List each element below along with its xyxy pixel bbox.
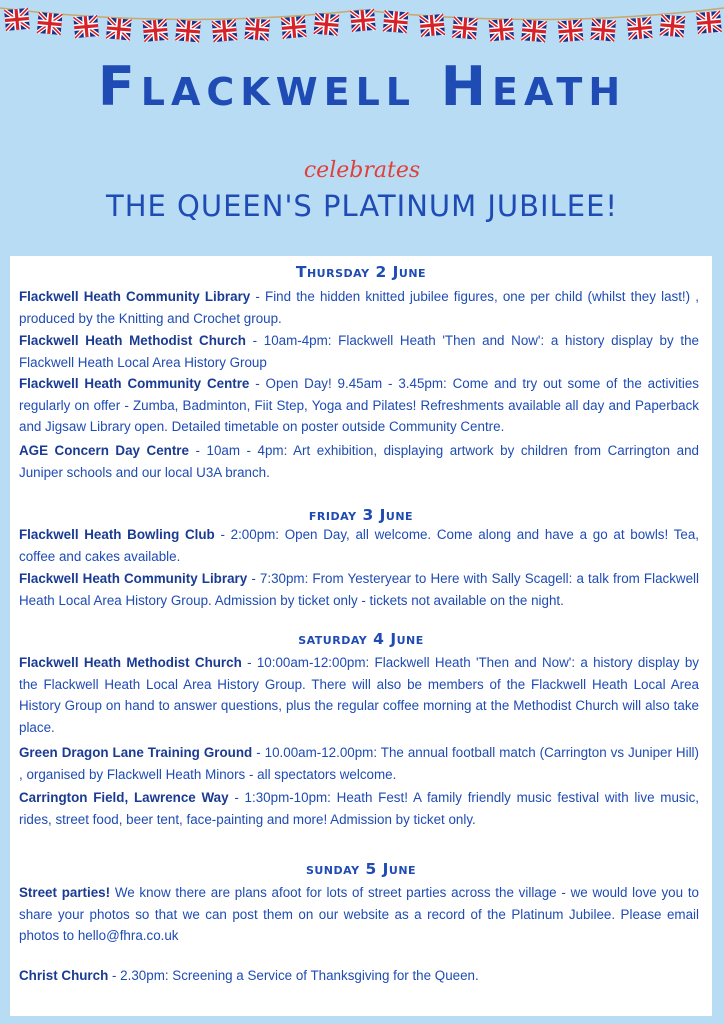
union-jack-flag-icon [4, 8, 30, 31]
event-venue: Street parties! [19, 885, 111, 900]
union-jack-flag-icon [142, 19, 168, 42]
union-jack-flag-icon [314, 13, 340, 36]
union-jack-flag-icon [660, 14, 686, 37]
jubilee-subtitle: THE QUEEN'S PLATINUM JUBILEE! [105, 189, 619, 223]
event-details: - 2:00pm: Open Day, all welcome. Come along and have a go at bowls! Tea, coffee and cakes available. [19, 527, 700, 564]
event-details: - Find the hidden knitted jubilee figures, one per child (whilst they last!) , produced by the Knitting and Crochet group. [19, 289, 699, 326]
union-jack-flag-icon [488, 18, 514, 41]
page-title: Flackwell Heath [97, 55, 627, 118]
event-venue: Flackwell Heath Methodist Church [19, 655, 242, 670]
event-venue: Flackwell Heath Community Library [19, 571, 248, 586]
union-jack-flag-icon [627, 17, 653, 40]
day-heading-thursday: Thursday 2 June [295, 263, 427, 281]
event-item [19, 965, 699, 987]
union-jack-flag-icon [558, 19, 584, 42]
event-venue: Flackwell Heath Community Centre [19, 376, 250, 391]
union-jack-flag-icon [350, 9, 376, 32]
union-jack-flag-icon [590, 19, 616, 42]
union-jack-flag-icon [696, 11, 722, 34]
event-details: - 10.00am-12.00pm: The annual football match (Carrington vs Juniper Hill) , organised by Flackwell Heath Minors - all spectators welcome. [19, 745, 699, 782]
event-item [19, 373, 699, 438]
event-venue: Flackwell Heath Bowling Club [19, 527, 215, 542]
event-details: - 1:30pm-10pm: Heath Fest! A family friendly music festival with live music, rides, street food, beer tent, face-painting and more! Admission by ticket only. [19, 790, 699, 827]
union-jack-flag-icon [383, 10, 409, 33]
event-item [19, 652, 699, 738]
union-jack-flag-icon [73, 15, 99, 38]
event-details: - 10:00am-12:00pm: Flackwell Heath 'Then and Now': a history display by the Flackwell Heath Local Area History Group. There will also be members of the Flackwell Heath Local Area History Group on hand to answer questions, plus the regular coffee morning at the Methodist Church will also take place. [19, 655, 699, 735]
event-item [19, 568, 699, 611]
union-jack-flag-icon [244, 18, 270, 41]
event-item [19, 440, 699, 483]
event-item [19, 524, 699, 567]
event-item [19, 787, 699, 830]
event-item [19, 742, 699, 785]
celebrates-subtitle: celebrates [303, 158, 421, 183]
events-panel [10, 256, 712, 1016]
event-venue: Christ Church [19, 968, 109, 983]
event-details: - 2.30pm: Screening a Service of Thanksgiving for the Queen. [108, 968, 479, 983]
day-heading-friday: friday 3 June [308, 506, 414, 524]
union-jack-flag-icon [106, 18, 132, 41]
event-details: - 7:30pm: From Yesteryear to Here with Sally Scagell: a talk from Flackwell Heath Local Area History Group. Admission by ticket only - tickets not available on the night. [19, 571, 699, 608]
event-venue: AGE Concern Day Centre [19, 443, 189, 458]
event-item [19, 286, 699, 329]
union-jack-flag-icon [452, 17, 478, 40]
event-item [19, 882, 699, 947]
union-jack-flag-icon [281, 16, 307, 39]
union-jack-flag-icon [419, 14, 445, 37]
day-heading-saturday: saturday 4 June [298, 630, 424, 648]
event-venue: Flackwell Heath Methodist Church [19, 333, 246, 348]
day-heading-sunday: sunday 5 June [305, 860, 417, 878]
event-details: We know there are plans afoot for lots of street parties across the village - we would love you to share your photos so that we can post them on our website as a record of the Platinum Jubilee. Please email photos to hello@fhra.co.uk [19, 885, 699, 943]
event-details: - 10am - 4pm: Art exhibition, displaying artwork by children from Carrington and Juniper schools and our local U3A branch. [19, 443, 699, 480]
event-venue: Carrington Field, Lawrence Way [19, 790, 229, 805]
union-jack-flag-icon [37, 12, 63, 35]
event-venue: Flackwell Heath Community Library [19, 289, 251, 304]
event-item [19, 330, 699, 373]
union-jack-flag-icon [175, 20, 201, 43]
union-jack-flag-icon [521, 19, 547, 42]
event-details: - Open Day! 9.45am - 3.45pm: Come and try out some of the activities regularly on offer - Zumba, Badminton, Fiit Step, Yoga and Pilates! Refreshments available all day and Paperback and Jigsaw Library open. Detailed timetable on poster outside Community Centre. [19, 376, 699, 434]
event-venue: Green Dragon Lane Training Ground [19, 745, 253, 760]
event-details: - 10am-4pm: Flackwell Heath 'Then and Now': a history display by the Flackwell Heath Local Area History Group [19, 333, 699, 370]
union-jack-flag-icon [212, 19, 238, 42]
